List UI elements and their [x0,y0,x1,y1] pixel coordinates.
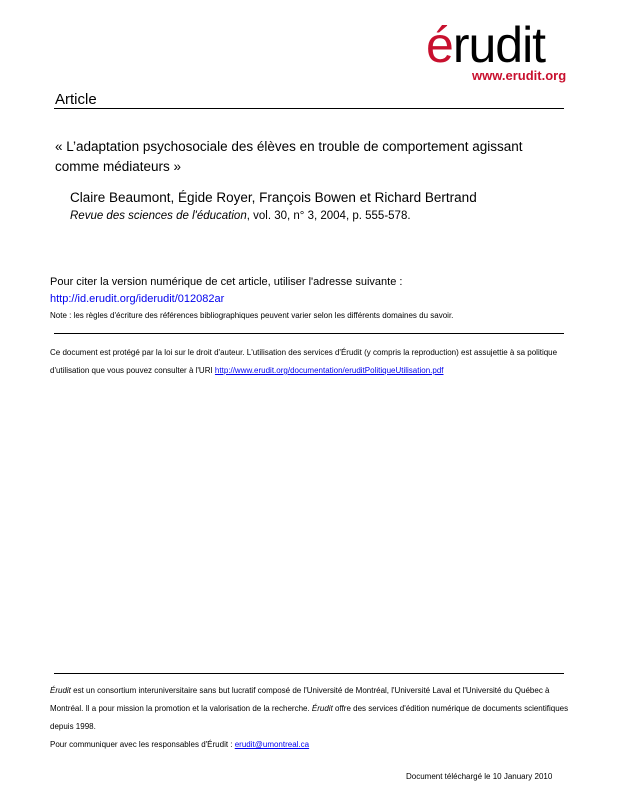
logo-accent: é [426,17,453,73]
cite-intro: Pour citer la version numérique de cet article, utiliser l'adresse suivante : [50,276,403,288]
section-label: Article [55,91,97,108]
citation-details: , vol. 30, n° 3, 2004, p. 555-578. [246,210,411,222]
footer-brand: Érudit [50,686,71,695]
article-title: « L’adaptation psychosociale des élèves en trouble de comportement agissant comme médiateurs » [55,139,523,174]
article-citation [70,210,411,222]
footer-contact: Pour communiquer avec les responsables d'Érudit : [50,740,235,749]
footer-rule [54,673,564,674]
copyright-text: Ce document est protégé par la loi sur le droit d'auteur. L'utilisation des services d'Érudit (y compris la reproduction) est assujettie à sa politique d'utilisation que vous pouvez consulter à l'URI [50,348,558,375]
footer-text-1: est un consortium interuniversitaire sans but lucratif composé de l'Université de Montréal, l'Université Laval et l'Université du Québec à Montréal. Il a pour mission la promotion et la valorisation de la recherche. [50,686,550,713]
policy-link[interactable]: http://www.erudit.org/documentation/eruditPolitiqueUtilisation.pdf [214,366,444,375]
journal-name: Revue des sciences de l'éducation [70,210,247,222]
logo-url: www.erudit.org [472,68,567,83]
copyright-notice [50,344,570,380]
cite-link[interactable]: http://id.erudit.org/iderudit/012082ar [50,293,225,305]
header-rule [54,108,564,109]
footer-brand-2: Érudit [311,704,333,713]
logo-rest: rudit [452,17,546,73]
download-date: Document téléchargé le 10 January 2010 [406,772,553,781]
cite-rule [54,333,564,334]
erudit-logo [426,17,546,73]
contact-email-link[interactable]: erudit@umontreal.ca [234,740,310,749]
footer-text-2: offre des services d'édition numérique de documents scientifiques depuis 1998. [50,704,569,731]
footer-text [50,682,570,754]
article-authors: Claire Beaumont, Égide Royer, François Bowen et Richard Bertrand [70,190,477,205]
cite-note: Note : les règles d'écriture des références bibliographiques peuvent varier selon les différents domaines du savoir. [50,311,454,320]
